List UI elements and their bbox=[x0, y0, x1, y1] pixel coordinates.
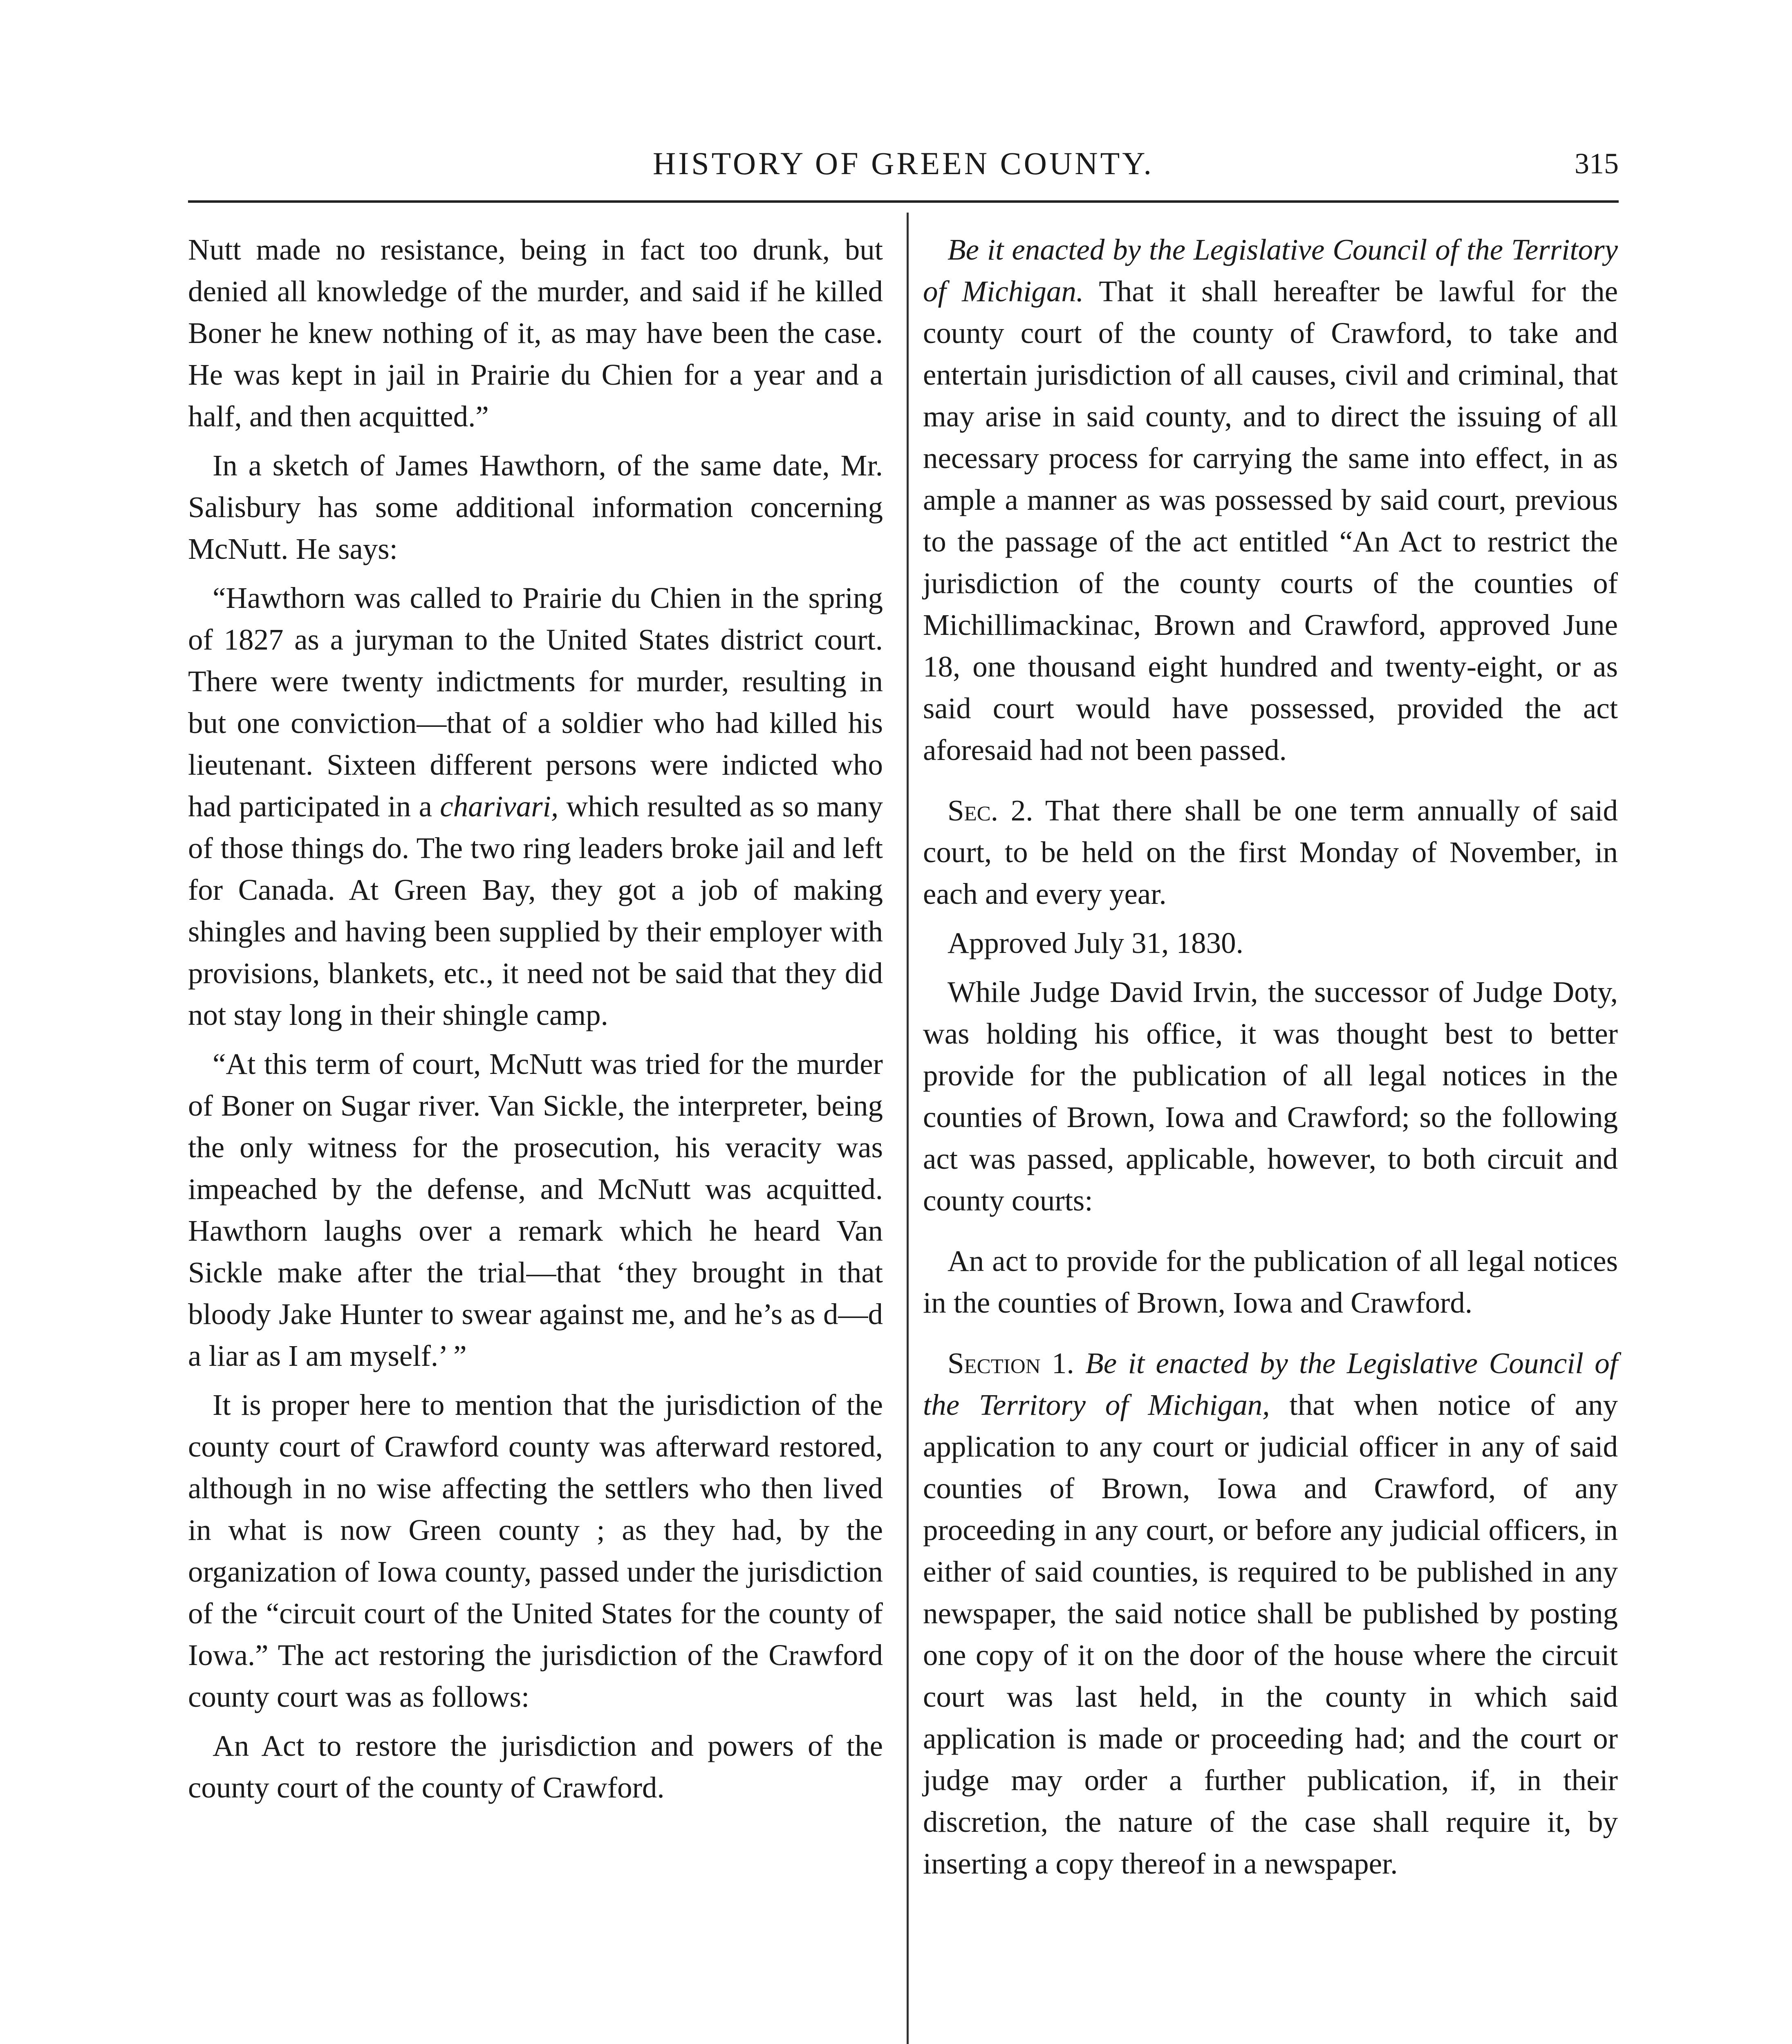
paragraph: It is proper here to mention that the jurisdiction of the county court of Crawford county was afterward restored, although in no wise affecting the settlers who then lived in what is now Green county ; as they had, by the organization of Iowa county, passed under the jurisdiction of the “circuit court of the United States for the county of Iowa.” The act restoring the jurisdiction of the Crawford county court was as follows: bbox=[188, 1388, 883, 1713]
paragraph bbox=[923, 790, 1618, 915]
running-title: HISTORY OF GREEN COUNTY. bbox=[652, 146, 1154, 181]
enacting-clause: Be it enacted by the Legislative Council of the Territory of Michigan. bbox=[923, 233, 1618, 308]
act-title: An Act to restore the jurisdiction and powers of the county court of the county of Crawford. bbox=[188, 1729, 883, 1804]
text-run: That there shall be one term annually of said court, to be held on the first Monday of November, in each and every year. bbox=[923, 794, 1618, 910]
right-column bbox=[923, 229, 1618, 1885]
header-rule bbox=[188, 200, 1619, 203]
left-column bbox=[188, 229, 883, 1809]
enacting-clause: Be it enacted by the Legislative Council of the Territory of Michigan, bbox=[923, 1347, 1618, 1421]
text-run: that when notice of any application to any court or judicial officer in any of said counties of Brown, Iowa and Crawford, of any proceeding in any court, or before any judicial officers, in either of said counties, is required to be published in any newspaper, the said notice shall be published by posting one copy of it on the door of the house where the circuit court was last held, in the county in which said application is made or proceeding had; and the court or judge may order a further publication, if, in their discretion, the nature of the case shall require it, by inserting a copy thereof in a newspaper. bbox=[923, 1388, 1618, 1880]
paragraph bbox=[923, 229, 1618, 771]
column-divider bbox=[907, 213, 909, 2044]
paragraph: Nutt made no resistance, being in fact too drunk, but denied all knowledge of the murder, and said if he killed Boner he knew nothing of it, as may have been the case. He was kept in jail in Prairie du Chien for a year and a half, and then acquitted.” bbox=[188, 233, 883, 433]
paragraph: In a sketch of James Hawthorn, of the same date, Mr. Salisbury has some additional information concerning McNutt. He says: bbox=[188, 449, 883, 565]
text-run: “Hawthorn was called to Prairie du Chien in the spring of 1827 as a juryman to the United States district court. There were twenty indictments for murder, resulting in but one conviction—that of a soldier who had killed his lieutenant. Sixteen different persons were indicted who had participated in a bbox=[188, 581, 883, 823]
text-run: which resulted as so many of those things do. The two ring leaders broke jail and left for Canada. At Green Bay, they got a job of making shingles and having been supplied by their employer with provisions, blankets, etc., it need not be said that they did not stay long in their shingle camp. bbox=[188, 790, 883, 1031]
text-run: That it shall hereafter be lawful for the county court of the county of Crawford, to take and entertain jurisdiction of all causes, civil and criminal, that may arise in said county, and to direct the issuing of all necessary process for carrying the same into effect, in as ample a manner as was possessed by said court, previous to the passage of the act entitled “An Act to restrict the jurisdiction of the county courts of the counties of Michillimackinac, Brown and Crawford, approved June 18, one thousand eight hundred and twenty-eight, or as said court would have possessed, provided the act aforesaid had not been passed. bbox=[923, 275, 1618, 766]
page-header bbox=[188, 139, 1619, 188]
act-title: An act to provide for the publication of all legal notices in the counties of Brown, Iowa and Crawford. bbox=[923, 1244, 1618, 1319]
page-number: 315 bbox=[1575, 147, 1619, 180]
section-label: Section 1. bbox=[948, 1347, 1074, 1380]
paragraph: “At this term of court, McNutt was tried for the murder of Boner on Sugar river. Van Sickle, the interpreter, being the only witness for the prosecution, his veracity was impeached by the defense, and McNutt was acquitted. Hawthorn laughs over a remark which he heard Van Sickle make after the trial—that ‘they brought in that bloody Jake Hunter to swear against me, and he’s as d—d a liar as I am myself.’ ” bbox=[188, 1047, 883, 1372]
approval-line: Approved July 31, 1830. bbox=[948, 926, 1243, 959]
paragraph bbox=[923, 1342, 1618, 1885]
section-label: Sec. 2. bbox=[948, 794, 1033, 827]
italic-term: charivari, bbox=[440, 790, 559, 823]
paragraph: While Judge David Irvin, the successor of Judge Doty, was holding his office, it was thought best to better provide for the publication of all legal notices in the counties of Brown, Iowa and Crawford; so the following act was passed, applicable, however, to both circuit and county courts: bbox=[923, 975, 1618, 1217]
paragraph bbox=[188, 577, 883, 1036]
